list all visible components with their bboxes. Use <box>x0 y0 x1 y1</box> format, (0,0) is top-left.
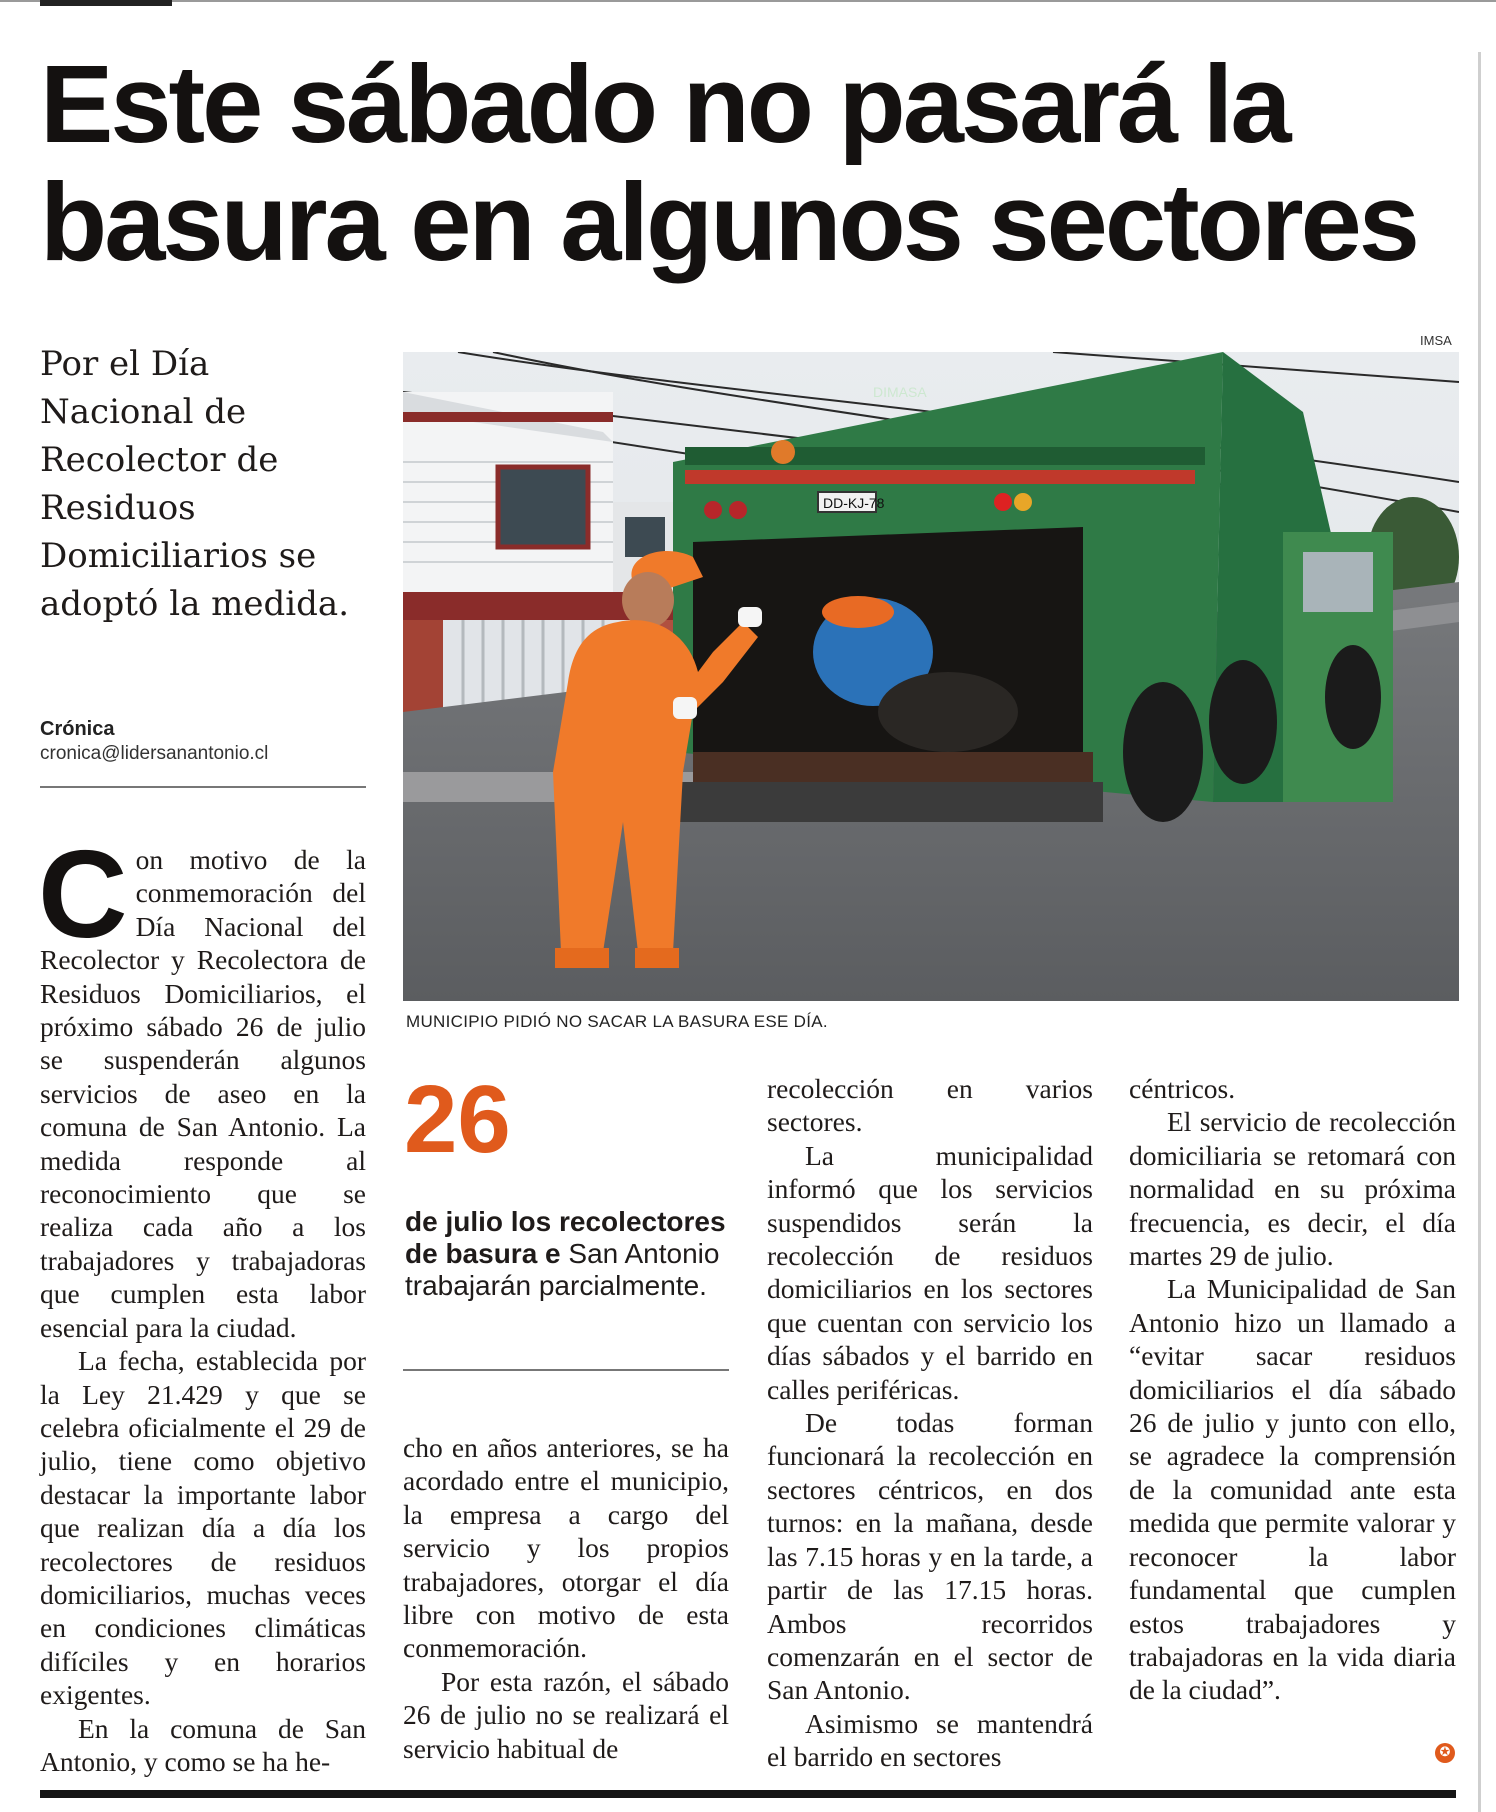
highlight-text-regular: San Antonio trabajarán parcialmente. <box>405 1238 720 1301</box>
section-tab-bar <box>40 0 172 6</box>
byline-email[interactable]: cronica@lidersanantonio.cl <box>40 743 269 764</box>
article-paragraph: cho en años anteriores, se ha acordado entre el municipio, la empresa a cargo del servicio y los propios trabajadores, otorgar el día libre con motivo de esta conmemoración. <box>403 1432 729 1664</box>
highlight-number: 26 <box>404 1066 511 1173</box>
drop-cap: C <box>38 826 128 964</box>
highlight-rule <box>403 1369 729 1371</box>
article-lead-paragraph: Con motivo de la conmemoración del Día Nacional del Recolector y Recolectora de Residuos Domiciliarios, el próximo sábado 26 de julio se suspenderán algunos servicios de aseo en la comuna de San Antonio. La medida responde al reconocimiento que se realiza cada año a los trabajadores y trabajadoras que cumplen esta labor esencial para la ciudad. <box>38 826 366 1343</box>
article-paragraph: La Municipalidad de San Antonio hizo un llamado a “evitar sacar residuos domiciliarios el día sábado 26 de julio y junto con ello, se agradece la comprensión de la comunidad ante esta medida que permite valorar y reconocer la labor fundamental que cumplen estos trabajadores y trabajadoras en la vida diaria de la ciudad”. <box>1129 1273 1456 1706</box>
byline-rule <box>40 786 366 788</box>
highlight-text <box>405 1206 735 1302</box>
article-paragraph: En la comuna de San Antonio, y como se ha he- <box>40 1712 366 1777</box>
headline-line-2: basura en algunos sectores <box>40 161 1417 284</box>
headline <box>40 43 1480 284</box>
photo-credit: IMSA <box>1420 333 1452 348</box>
article-photo <box>403 352 1459 1001</box>
byline-section: Crónica <box>40 718 115 740</box>
article-paragraph: La fecha, establecida por la Ley 21.429 y que se celebra oficialmente el 29 de julio, tiene como objetivo destacar la importante labor que realizan día a día los recolectores de residuos domiciliarios, muchas veces en condiciones climáticas difíciles y en horarios exigentes. <box>40 1345 366 1711</box>
top-rule <box>0 0 1496 2</box>
end-of-article-icon: ✪ <box>1435 1743 1455 1763</box>
article-paragraph: recolección en varios sectores. <box>767 1073 1093 1138</box>
photo-caption: MUNICIPIO PIDIÓ NO SACAR LA BASURA ESE DÍA. <box>406 1012 828 1031</box>
column-divider <box>1478 52 1481 1812</box>
bottom-rule <box>40 1790 1456 1798</box>
article-paragraph: El servicio de recolección domiciliaria se retomará con normalidad en su próxima frecuencia, es decir, el día martes 29 de julio. <box>1129 1106 1456 1272</box>
article-paragraph: De todas forman funcionará la recolección en sectores céntricos, en dos turnos: en la mañana, desde las 7.15 horas y en la tarde, a partir de las 17.15 horas. Ambos recorridos comenzarán en el sector de San Antonio. <box>767 1407 1093 1706</box>
article-paragraph: Por esta razón, el sábado 26 de julio no se realizará el servicio habitual de <box>403 1665 729 1764</box>
article-paragraph: céntricos. <box>1129 1073 1236 1104</box>
article-column-1 <box>38 826 366 1778</box>
highlight-text-bold: de julio los recolectores de basura e <box>405 1206 726 1269</box>
headline-line-1: Este sábado no pasará la <box>40 43 1289 166</box>
article-column-4 <box>1129 1072 1456 1707</box>
license-plate: DD-KJ-78 <box>823 495 885 511</box>
article-column-3 <box>767 1072 1093 1774</box>
article-column-2 <box>403 1431 729 1765</box>
deck-summary: Por el Día Nacional de Recolector de Residuos Domiciliarios se adoptó la medida. <box>40 344 350 624</box>
truck-brand: DIMASA <box>873 384 927 400</box>
article-paragraph: Asimismo se mantendrá el barrido en sectores <box>767 1707 1093 1773</box>
article-paragraph: La municipalidad informó que los servicios suspendidos serán la recolección de residuos domiciliarios en los sectores que cuentan con servicio los días sábados y el barrido en calles periféricas. <box>767 1139 1093 1405</box>
